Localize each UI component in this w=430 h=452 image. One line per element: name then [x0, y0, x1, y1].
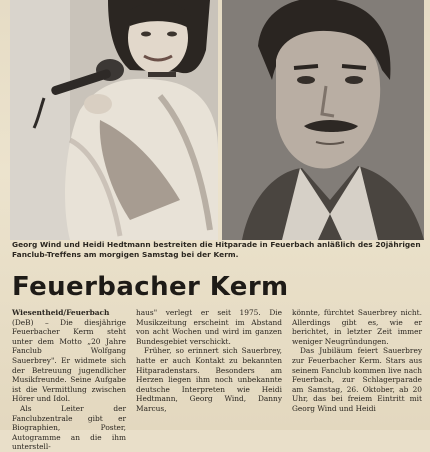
photo-georg-wind: [222, 0, 424, 240]
article-column-1: [12, 308, 126, 452]
column-3-paragraph-2: Das Jubiläum feiert Sauerbrey zur Feuerbacher Kerm. Stars aus seinem Fanclub kommen live nach Feuerbach, zur Schlagerparade am Samstag, 26. Oktober, ab 20 Uhr, das bei freiem Eintritt mit Georg Wind und Heidi: [292, 346, 422, 413]
article-column-2: [136, 308, 282, 414]
photo-caption: [12, 240, 422, 260]
photo-man-portrait: [222, 0, 424, 240]
photo-heidi-hedtmann: [10, 0, 218, 240]
article-dateline: Wiesentheid/Feuerbach: [12, 308, 110, 317]
article-headline: Feuerbacher Kerm: [12, 272, 289, 302]
column-3-paragraph-1: könnte, fürchtet Sauerbrey nicht. Allerdings gibt es, wie er berichtet, in letzter Zeit immer weniger Neugründungen.: [292, 308, 422, 346]
caption-line-1: Georg Wind und Heidi Hedtmann bestreiten die Hitparade in Feuerbach anläßlich des 20jährigen: [12, 240, 421, 249]
column-1-paragraph-1: (DeB) – Die diesjährige Feuerbacher Kerm steht unter dem Motto „20 Jahre Fanclub Wolfgang Sauerbrey". Er widmete sich der Betreuung jugendlicher Musikfreunde. Seine Aufgabe ist die Vermittlung zwischen Hörer und Idol.: [12, 317, 126, 404]
article-column-3: [292, 308, 422, 414]
column-2-paragraph-2: Früher, so erinnert sich Sauerbrey, hatte er auch Kontakt zu bekannten Hitparadenstars. Besonders am Herzen liegen ihm noch unbekannte deutsche Interpreten wie Heidi Hedtmann, Georg Wind, Danny Marcus,: [136, 346, 282, 413]
column-2-paragraph-1: haus" verlegt er seit 1975. Die Musikzeitung erscheint im Abstand von acht Wochen und wird im ganzen Bundesgebiet verschickt.: [136, 308, 282, 346]
photo-woman-with-microphone: [10, 0, 218, 240]
caption-line-2: Fanclub-Treffens am morgigen Samstag bei der Kerm.: [12, 250, 239, 259]
column-1-paragraph-2: Als Leiter der Fanclubzentrale gibt er Biographien, Poster, Autogramme an die ihm unterstell-: [12, 403, 126, 452]
